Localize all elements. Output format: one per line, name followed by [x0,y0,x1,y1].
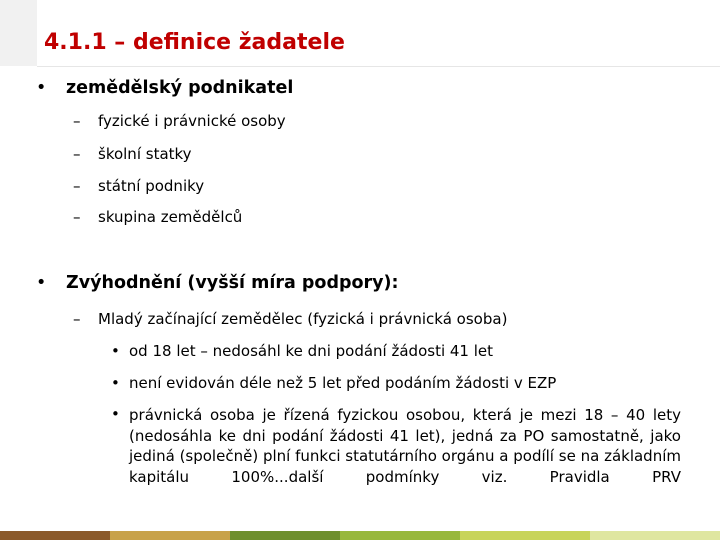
bullet-text: Zvýhodnění (vyšší míra podpory): [66,273,399,293]
bullet-marker: • [111,374,120,392]
header-corner [0,0,37,66]
footer-stripe [110,531,230,540]
sub-item-text: školní statky [98,145,192,163]
bullet-marker: • [36,273,47,293]
footer-stripe [230,531,340,540]
bullet-marker: • [36,78,47,98]
dash-marker: – [73,177,81,195]
bullet-marker: • [111,405,120,423]
bullet-text: zemědělský podnikatel [66,78,294,98]
footer-stripe [460,531,590,540]
dash-marker: – [73,145,81,163]
footer-stripe [0,531,110,540]
detail-item-text: není evidován déle než 5 let před podáním žádosti v EZP [129,374,557,392]
footer-stripe [590,531,720,540]
dash-marker: – [73,208,81,226]
footer-stripe [340,531,460,540]
slide-title: 4.1.1 – definice žadatele [44,30,345,55]
sub-item-text: fyzické i právnické osoby [98,112,286,130]
dash-marker: – [73,310,81,328]
bullet-marker: • [111,342,120,360]
detail-item-text: právnická osoba je řízená fyzickou osobou, která je mezi 18 – 40 lety (nedosáhla ke dni podání žádosti 41 let), jedná za PO samostatně, jako jediná (společně) plní funkci statutárního orgánu a podílí se na základním kapitálu 100%...další podmínky viz. Pravidla PRV [129,406,681,486]
sub-item-text: skupina zemědělců [98,208,243,226]
dash-marker: – [73,112,81,130]
sub-item-text: Mladý začínající zemědělec (fyzická i právnická osoba) [98,310,508,328]
detail-item-text: od 18 let – nedosáhl ke dni podání žádosti 41 let [129,342,494,360]
sub-item-text: státní podniky [98,177,205,195]
